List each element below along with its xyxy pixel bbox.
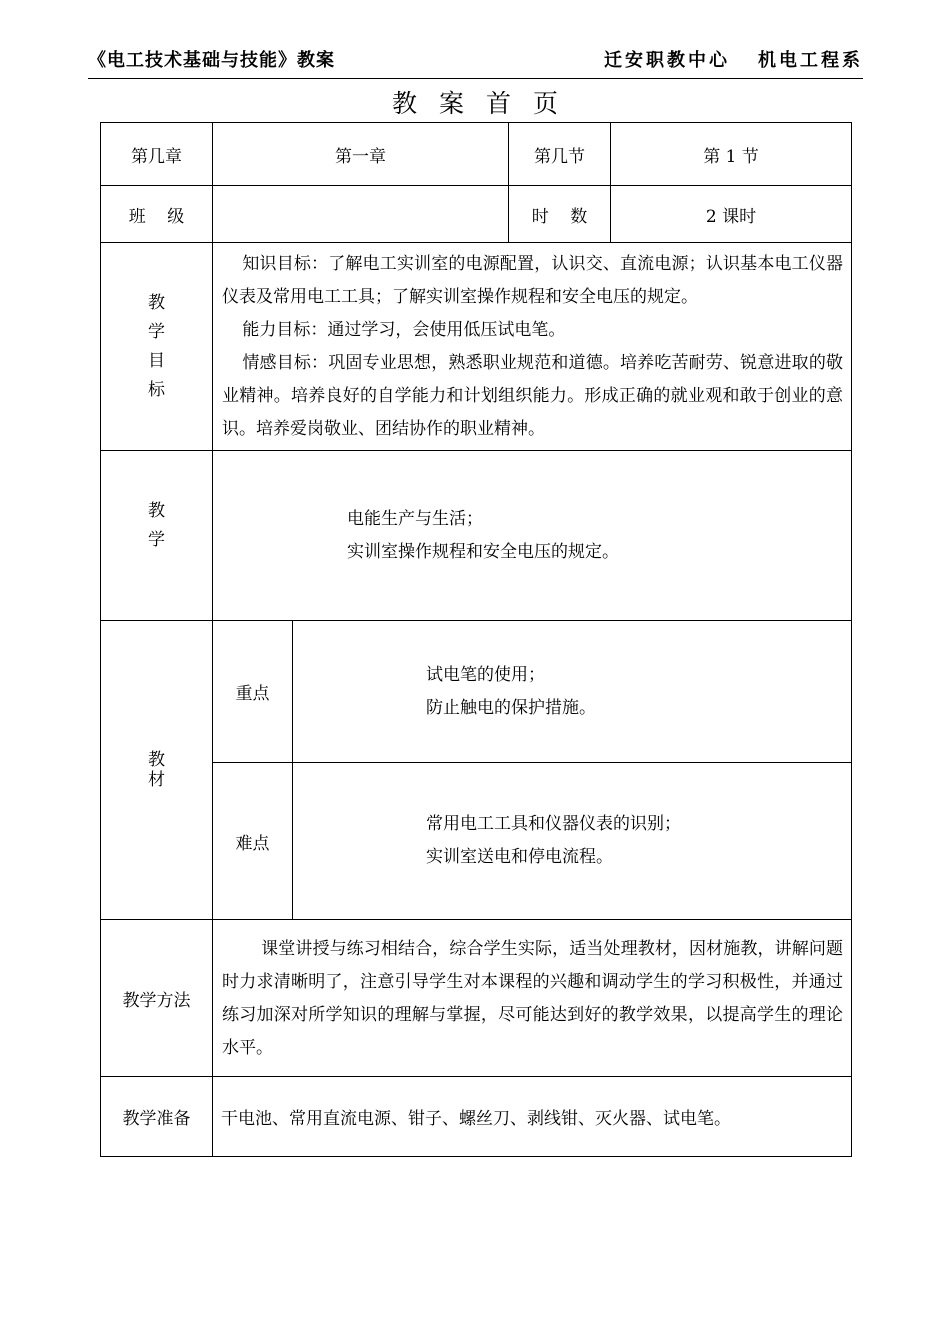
preparation-label: 教学准备 <box>101 1077 213 1157</box>
teaching-label: 教 学 <box>101 451 213 621</box>
difficult-points-row <box>101 763 852 920</box>
department-name: 机电工程系 <box>758 50 863 71</box>
hours-value: 2 课时 <box>611 186 852 243</box>
ability-objective: 能力目标：通过学习，会使用低压试电笔。 <box>242 320 566 340</box>
hours-label: 时 数 <box>509 186 611 243</box>
key-points-content <box>293 621 852 763</box>
chapter-value: 第一章 <box>213 123 509 186</box>
teaching-item: 实训室操作规程和安全电压的规定。 <box>347 542 619 562</box>
page-title: 教案首页 <box>391 89 580 118</box>
emotion-objective: 情感目标：巩固专业思想，熟悉职业规范和道德。培养吃苦耐劳、锐意进取的敬业精神。培养良好的自学能力和计划组织能力。形成正确的就业观和敢于创业的意识。培养爱岗敬业、团结协作的职业精神。 <box>222 353 843 439</box>
teaching-content <box>213 451 852 621</box>
difficult-points-content <box>293 763 852 920</box>
key-points-label: 重点 <box>213 621 293 763</box>
objectives-content <box>213 243 852 451</box>
objectives-row <box>101 243 852 451</box>
material-label: 教 材 <box>101 621 213 920</box>
method-text: 课堂讲授与练习相结合，综合学生实际，适当处理教材，因材施教，讲解问题时力求清晰明了，注意引导学生对本课程的兴趣和调动学生的学习积极性，并通过练习加深对所学知识的理解与掌握，尽可能达到好的教学效果，以提高学生的理论水平。 <box>222 938 843 1058</box>
preparation-content: 干电池、常用直流电源、钳子、螺丝刀、剥线钳、灭火器、试电笔。 <box>213 1077 852 1157</box>
method-row <box>101 920 852 1077</box>
class-value <box>213 186 509 243</box>
teaching-item: 电能生产与生活； <box>347 509 483 529</box>
key-point-item: 试电笔的使用； <box>426 664 545 685</box>
chapter-label: 第几章 <box>101 123 213 186</box>
school-name: 迁安职教中心 <box>604 50 730 71</box>
chapter-row <box>101 123 852 186</box>
key-point-item: 防止触电的保护措施。 <box>426 697 596 718</box>
knowledge-objective: 知识目标：了解电工实训室的电源配置，认识交、直流电源；认识基本电工仪器仪表及常用电工工具；了解实训室操作规程和安全电压的规定。 <box>222 254 843 307</box>
method-label: 教学方法 <box>101 920 213 1077</box>
section-value: 第 1 节 <box>611 123 852 186</box>
header-right <box>604 46 863 72</box>
difficult-points-label: 难点 <box>213 763 293 920</box>
page-header <box>88 44 863 79</box>
preparation-row <box>101 1077 852 1157</box>
key-points-row <box>101 621 852 763</box>
objectives-label: 教 学 目 标 <box>101 243 213 451</box>
course-title: 《电工技术基础与技能》教案 <box>88 50 335 71</box>
class-label: 班 级 <box>101 186 213 243</box>
class-row <box>101 186 852 243</box>
difficult-point-item: 常用电工工具和仪器仪表的识别； <box>426 814 681 834</box>
method-content <box>213 920 852 1077</box>
difficult-point-item: 实训室送电和停电流程。 <box>426 847 613 867</box>
section-label: 第几节 <box>509 123 611 186</box>
lesson-plan-table <box>100 122 852 1157</box>
teaching-row <box>101 451 852 621</box>
